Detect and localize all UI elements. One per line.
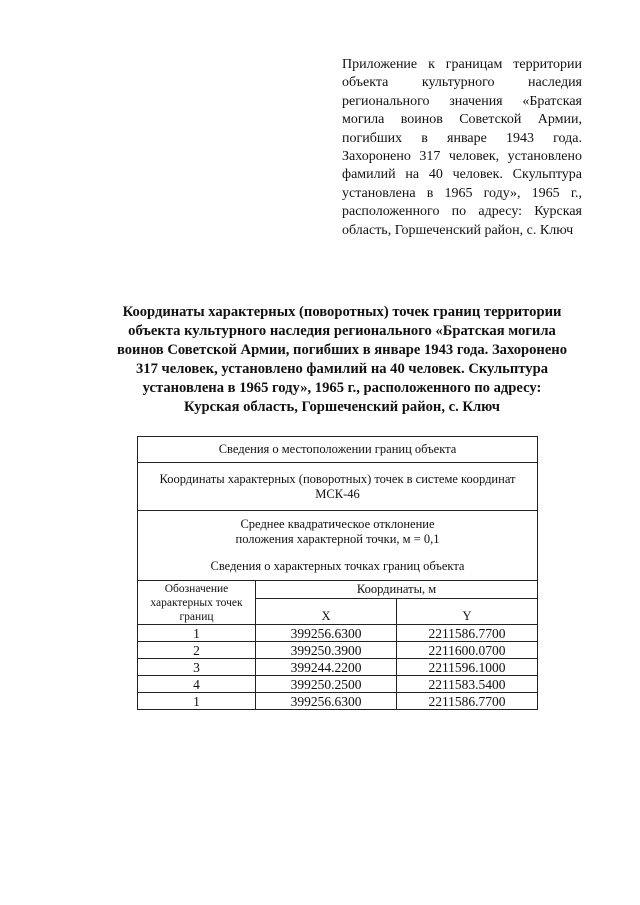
point-number: 2 bbox=[138, 642, 256, 659]
annex-line: регионального значения «Братская bbox=[342, 93, 582, 109]
annex-note bbox=[342, 56, 582, 240]
y-value: 2211586.7700 bbox=[397, 625, 538, 642]
annex-line: Приложение к границам территории bbox=[342, 57, 582, 72]
point-number: 1 bbox=[138, 693, 256, 710]
y-value: 2211596.1000 bbox=[397, 659, 538, 676]
y-value: 2211586.7700 bbox=[397, 693, 538, 710]
annex-line: Скульптура установлена bbox=[342, 167, 582, 201]
annex-line: с. Ключ bbox=[526, 222, 574, 238]
table-row bbox=[138, 642, 538, 659]
y-value: 2211583.5400 bbox=[397, 676, 538, 693]
table-row bbox=[138, 659, 538, 676]
coordinate-system-header: Координаты характерных (поворотных) точек в системе координат МСК-46 bbox=[138, 463, 538, 511]
annex-line: погибших в январе 1943 года. bbox=[342, 130, 582, 146]
location-header: Сведения о местоположении границ объекта bbox=[138, 437, 538, 463]
point-number: 3 bbox=[138, 659, 256, 676]
table-row bbox=[138, 693, 538, 710]
annex-line: могила воинов Советской Армии, bbox=[342, 112, 582, 128]
title-line: Координаты характерных (поворотных) точек границ территории bbox=[122, 304, 562, 320]
x-value: 399250.3900 bbox=[256, 642, 397, 659]
table-row bbox=[138, 625, 538, 642]
title-line: объекта культурного наследия регионального «Братская могила bbox=[128, 323, 556, 339]
annex-line: в 1965 году», 1965 г., bbox=[426, 185, 582, 201]
y-value: 2211600.0700 bbox=[397, 642, 538, 659]
title-line: Курская область, Горшеченский район, с. Ключ bbox=[183, 399, 501, 415]
designation-header: Обозначение характерных точек границ bbox=[138, 581, 256, 625]
table-row bbox=[138, 676, 538, 693]
coordinates-header: Координаты, м bbox=[256, 581, 538, 599]
deviation-line: положения характерной точки, м = 0,1 bbox=[235, 532, 440, 546]
x-value: 399256.6300 bbox=[256, 693, 397, 710]
document-title bbox=[100, 303, 584, 417]
title-line: воинов Советской Армии, погибших в январе 1943 года. Захоронено bbox=[116, 342, 568, 358]
x-header: X bbox=[256, 599, 397, 625]
annex-line: расположенного по адресу: Курская bbox=[342, 204, 582, 220]
point-number: 4 bbox=[138, 676, 256, 693]
y-header: Y bbox=[397, 599, 538, 625]
points-header: Сведения о характерных точках границ объекта bbox=[210, 559, 465, 573]
annex-line: Захоронено 317 человек, bbox=[342, 149, 508, 165]
x-value: 399250.2500 bbox=[256, 676, 397, 693]
annex-line: область, Горшеченский район, bbox=[342, 222, 527, 238]
deviation-line: Среднее квадратическое отклонение bbox=[240, 517, 435, 531]
title-line: установлена в 1965 году», 1965 г., расположенного по адресу: bbox=[142, 380, 542, 396]
x-value: 399256.6300 bbox=[256, 625, 397, 642]
annex-line: объекта культурного наследия bbox=[342, 75, 582, 91]
annex-line: установлено фамилий на 40 человек. bbox=[342, 149, 582, 183]
coordinates-table bbox=[137, 436, 538, 710]
title-line: 317 человек, установлено фамилий на 40 человек. Скульптура bbox=[135, 361, 548, 377]
deviation-cell bbox=[138, 511, 538, 581]
x-value: 399244.2200 bbox=[256, 659, 397, 676]
point-number: 1 bbox=[138, 625, 256, 642]
